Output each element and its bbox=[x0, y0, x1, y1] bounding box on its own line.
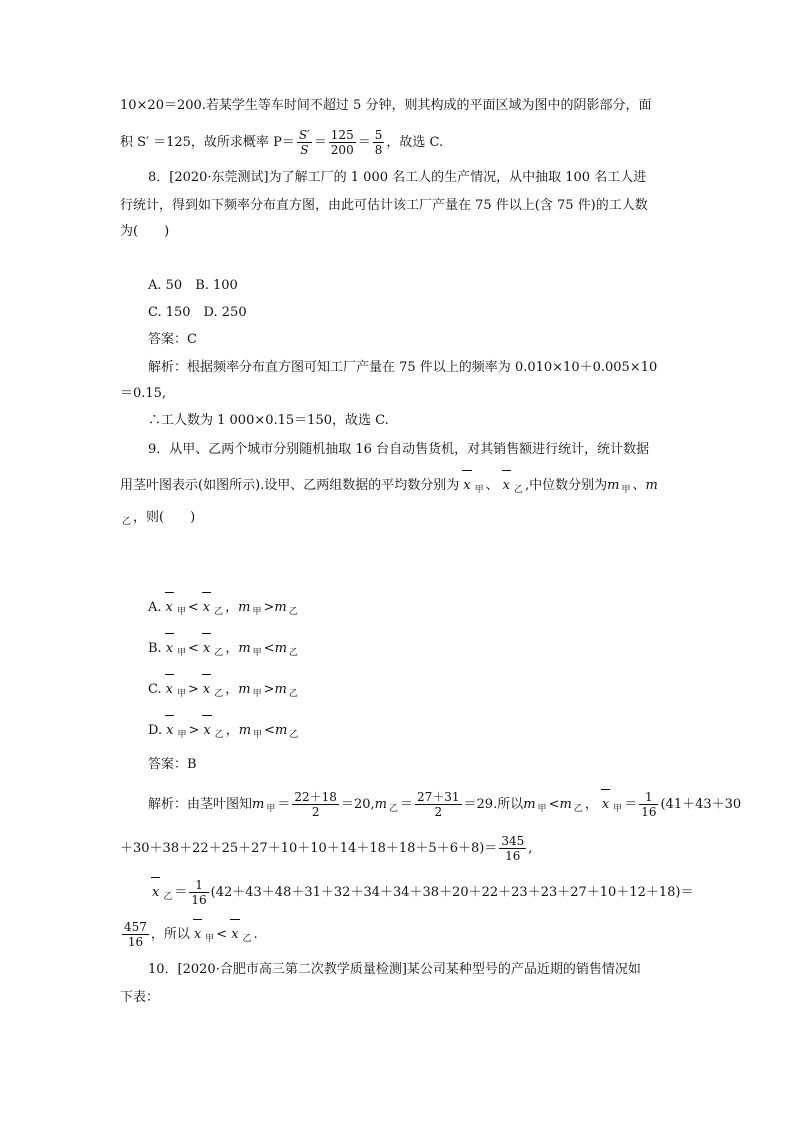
q9-option-a[interactable]: A. x $_甲$ < x $_乙$ ，m $_甲$ >m $_乙$ bbox=[148, 600, 298, 617]
fraction-345-16: $\frac{345}{16}$ bbox=[501, 834, 525, 863]
q8-line2: 行统计，得到如下频率分布直方图，由此可估计该工厂产量在 75 件以上(含 75 件)的工人数 bbox=[120, 198, 648, 213]
fraction-1-16-b: $\frac{1}{16}$ bbox=[191, 878, 207, 907]
q9-line3: $_乙$ ，则( ) bbox=[122, 510, 196, 527]
fraction-1-16-a: $\frac{1}{16}$ bbox=[641, 790, 657, 819]
q9-line2: 用茎叶图表示(如图所示).设甲、乙两组数据的平均数分别为 x $_甲$ 、 x $_乙$ ,中位数分别为m $_甲$ 、m bbox=[120, 478, 658, 495]
q9-solution-line2: ＋30＋38＋22＋25＋27＋10＋10＋14＋18＋18＋5＋6＋8)＝ $\frac{345}{16}$ , bbox=[120, 834, 533, 863]
p7-text-b: ，故选 C. bbox=[386, 135, 444, 150]
fraction-5-8: $\frac{5}{8}$ bbox=[374, 128, 383, 157]
q8-solution-line1: 解析：根据频率分布直方图可知工厂产量在 75 件以上的频率为 0.010×10＋0.005×10 bbox=[148, 360, 658, 375]
q8-line1: 8．[2020·东莞测试]为了解工厂的 1 000 名工人的生产情况，从中抽取 100 名工人进 bbox=[148, 170, 647, 185]
fraction-s-prime-over-s: $\frac{S'}{S}$ bbox=[298, 128, 310, 157]
fraction-457-16: $\frac{457}{16}$ bbox=[124, 920, 147, 949]
q9-solution-line3: x $_乙$ ＝ $\frac{1}{16}$ (42＋43＋48＋31＋32＋34＋34＋38＋20＋22＋23＋23＋27＋10＋12＋18)＝ bbox=[152, 878, 694, 907]
q9-answer: 答案：B bbox=[148, 757, 197, 772]
q8-line3: 为( ) bbox=[120, 224, 170, 239]
p7-text-a: 积 S′ ＝125，故所求概率 P＝ bbox=[120, 135, 295, 150]
q8-solution-line2: ＝0.15, bbox=[120, 386, 167, 401]
q8-answer: 答案：C bbox=[148, 332, 197, 347]
q10-line2: 下表： bbox=[120, 990, 160, 1005]
q8-solution-line3: ∴工人数为 1 000×0.15＝150，故选 C. bbox=[148, 413, 389, 428]
q9-solution-line1: 解析：由茎叶图知m $_甲$ ＝ $\frac{22+18}{2}$ ＝20,m $_乙$ ＝ $\frac{27+31}{2}$ ＝29.所以m $_甲$ <m $_乙$ ， x $_甲$ ＝ $\frac{1}{16}$ (41＋43＋30 bbox=[148, 790, 742, 819]
p7-line1: 10×20＝200.若某学生等车时间不超过 5 分钟，则其构成的平面区域为图中的阴影部分，面 bbox=[120, 98, 652, 113]
q9-option-c[interactable]: C. x $_甲$ > x $_乙$ ，m $_甲$ >m $_乙$ bbox=[148, 682, 298, 699]
fraction-125-200: $\frac{125}{200}$ bbox=[330, 128, 354, 157]
q8-options-cd: C. 150 D. 250 bbox=[148, 305, 247, 320]
q9-option-d[interactable]: D. x $_甲$ > x $_乙$ ，m $_甲$ <m $_乙$ bbox=[148, 723, 299, 740]
q9-line1: 9．从甲、乙两个城市分别随机抽取 16 台自动售货机，对其销售额进行统计，统计数据 bbox=[148, 442, 650, 457]
q8-options-ab: A. 50 B. 100 bbox=[148, 278, 238, 293]
q10-line1: 10．[2020·合肥市高三第二次教学质量检测]某公司某种型号的产品近期的销售情况如 bbox=[148, 962, 641, 977]
q9-solution-line4: $\frac{457}{16}$ ，所以 x $_甲$ < x $_乙$ . bbox=[124, 920, 258, 949]
fraction-22-18-over-2: $\frac{22+18}{2}$ bbox=[294, 790, 337, 819]
q9-option-b[interactable]: B. x $_甲$ < x $_乙$ ，m $_甲$ <m $_乙$ bbox=[148, 641, 298, 658]
fraction-27-31-over-2: $\frac{27+31}{2}$ bbox=[416, 790, 460, 819]
p7-line2: 积 S′ ＝125，故所求概率 P＝ $\frac{S'}{S}$ ＝ $\frac{125}{200}$ ＝ $\frac{5}{8}$ ，故选 C. bbox=[120, 128, 444, 157]
